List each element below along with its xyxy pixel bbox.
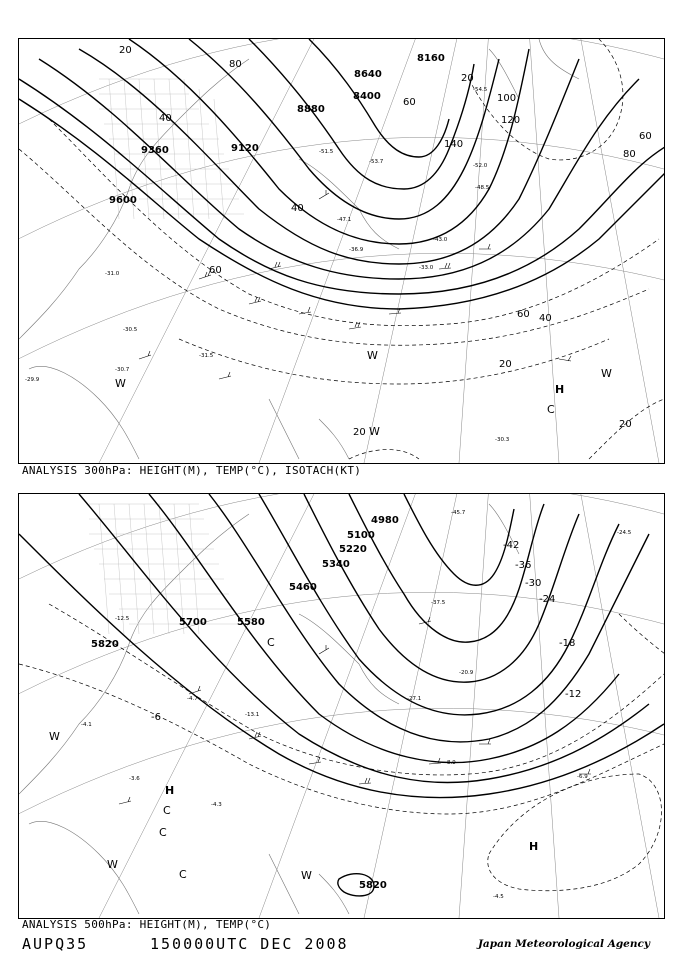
cold-center-marker: C [547, 403, 555, 416]
station-temp: -54.5 [473, 87, 488, 93]
height-label-5340: 5340 [322, 559, 350, 570]
isotherm-labels [151, 540, 581, 723]
station-temp: -30.3 [495, 437, 510, 443]
height-label-5220: 5220 [339, 544, 367, 555]
warm-center-marker: W [115, 377, 126, 390]
station-temp: -4.5 [493, 894, 504, 900]
hatched-region [89, 504, 239, 634]
station-temp: -6.9 [577, 774, 588, 780]
isotach-label: 40 [159, 113, 172, 124]
chart-id: AUPQ35 [22, 935, 89, 953]
high-center-marker: H [555, 383, 565, 396]
isotherm-label: -6 [151, 712, 161, 723]
isotach-label: 20 [461, 73, 474, 84]
isotach-contours [19, 39, 664, 459]
warm-center-marker: W [301, 869, 312, 882]
height-label-5700: 5700 [179, 617, 207, 628]
height-label-8880: 8880 [297, 104, 325, 115]
warm-center-marker: W [107, 858, 118, 871]
isotach-label: 80 [623, 149, 636, 160]
height-label-9600: 9600 [109, 195, 137, 206]
isotherm-label: -42 [503, 540, 520, 551]
height-label-5820: 5820 [91, 639, 119, 650]
station-temp: -27.1 [407, 696, 422, 702]
warm-center-marker: W [367, 349, 378, 362]
cold-center-marker: C [179, 868, 187, 881]
station-temp: -30.7 [115, 367, 130, 373]
height-label-9360: 9360 [141, 145, 169, 156]
station-temp: -43.0 [433, 237, 448, 243]
isotherm-label: -24 [539, 594, 556, 605]
height-label-8640: 8640 [354, 69, 382, 80]
station-temp: -31.0 [105, 271, 120, 277]
station-temp: -33.0 [419, 265, 434, 271]
isotach-label: 100 [497, 93, 517, 104]
isotach-label: 140 [444, 139, 464, 150]
warm-center-marker: W [601, 367, 612, 380]
station-temp: -52.0 [473, 163, 488, 169]
isotherm-label: -12 [565, 689, 582, 700]
station-temp: -12.5 [115, 616, 130, 622]
map-panel-300hpa [18, 38, 665, 464]
isotherm-label: -36 [515, 560, 532, 571]
cold-center-marker: C [267, 636, 275, 649]
station-temp: -51.5 [319, 149, 334, 155]
isotherm-label: -30 [525, 578, 542, 589]
coastlines [19, 39, 579, 459]
map-panel-500hpa [18, 493, 665, 919]
cold-center-marker: C [159, 826, 167, 839]
station-temp: -4.7 [187, 696, 198, 702]
station-temp: -31.5 [199, 353, 214, 359]
station-temp: -47.1 [337, 217, 352, 223]
panel-caption-300hpa: ANALYSIS 300hPa: HEIGHT(M), TEMP(°C), ISOTACH(KT) [22, 464, 362, 477]
isotach-label: 40 [539, 313, 552, 324]
cold-center-marker: C [163, 804, 171, 817]
valid-time: 150000UTC DEC 2008 [150, 935, 349, 953]
height-label-9120: 9120 [231, 143, 259, 154]
isotach-label: 60 [639, 131, 652, 142]
station-temp: -36.9 [349, 247, 364, 253]
isotach-label: 20 [619, 419, 632, 430]
station-temp: -53.7 [369, 159, 384, 165]
height-label-8160: 8160 [417, 53, 445, 64]
isotach-label: 40 [291, 203, 304, 214]
station-temperatures [25, 87, 510, 443]
station-temp: -37.5 [431, 600, 446, 606]
isotach-label: 20 [499, 359, 512, 370]
station-temp: -24.5 [617, 530, 632, 536]
height-label-8400: 8400 [353, 91, 381, 102]
isotach-label: 60 [403, 97, 416, 108]
graticule [19, 39, 664, 463]
height-label-5460: 5460 [289, 582, 317, 593]
panel-caption-500hpa: ANALYSIS 500hPa: HEIGHT(M), TEMP(°C) [22, 918, 272, 931]
isotach-label: 20 [119, 45, 132, 56]
wind-barbs [119, 617, 591, 804]
isotach-label: 120 [501, 115, 521, 126]
graticule [19, 494, 664, 918]
station-temp: -48.5 [475, 185, 490, 191]
isotach-label: 80 [229, 59, 242, 70]
station-temp: -20.9 [459, 670, 474, 676]
height-label-5580: 5580 [237, 617, 265, 628]
station-temp: -3.6 [129, 776, 140, 782]
station-temp: -13.1 [245, 712, 260, 718]
height-label-5820-closed: 5820 [359, 880, 387, 891]
isotach-label: 20 [353, 427, 366, 438]
chart-300hpa [19, 39, 664, 463]
station-temp: -45.7 [451, 510, 466, 516]
warm-center-marker: W [49, 730, 60, 743]
isotach-label: 60 [517, 309, 530, 320]
station-temp: -4.1 [81, 722, 92, 728]
height-labels [91, 515, 399, 891]
agency-name: Japan Meteorological Agency [477, 938, 650, 950]
isotach-label: 60 [209, 265, 222, 276]
chart-500hpa [19, 494, 664, 918]
high-center-marker: H [165, 784, 175, 797]
isotherm-label: -18 [559, 638, 576, 649]
station-temp: -29.9 [25, 377, 40, 383]
height-label-5100: 5100 [347, 530, 375, 541]
station-temp: -30.5 [123, 327, 138, 333]
pressure-centers [115, 349, 612, 438]
height-label-4980: 4980 [371, 515, 399, 526]
station-temp: -8.9 [445, 760, 456, 766]
height-labels [109, 53, 445, 206]
high-center-marker: H [529, 840, 539, 853]
station-temp: -4.3 [211, 802, 222, 808]
isotach-labels [119, 45, 652, 438]
warm-center-marker: W [369, 425, 380, 438]
wind-barbs [139, 190, 571, 379]
